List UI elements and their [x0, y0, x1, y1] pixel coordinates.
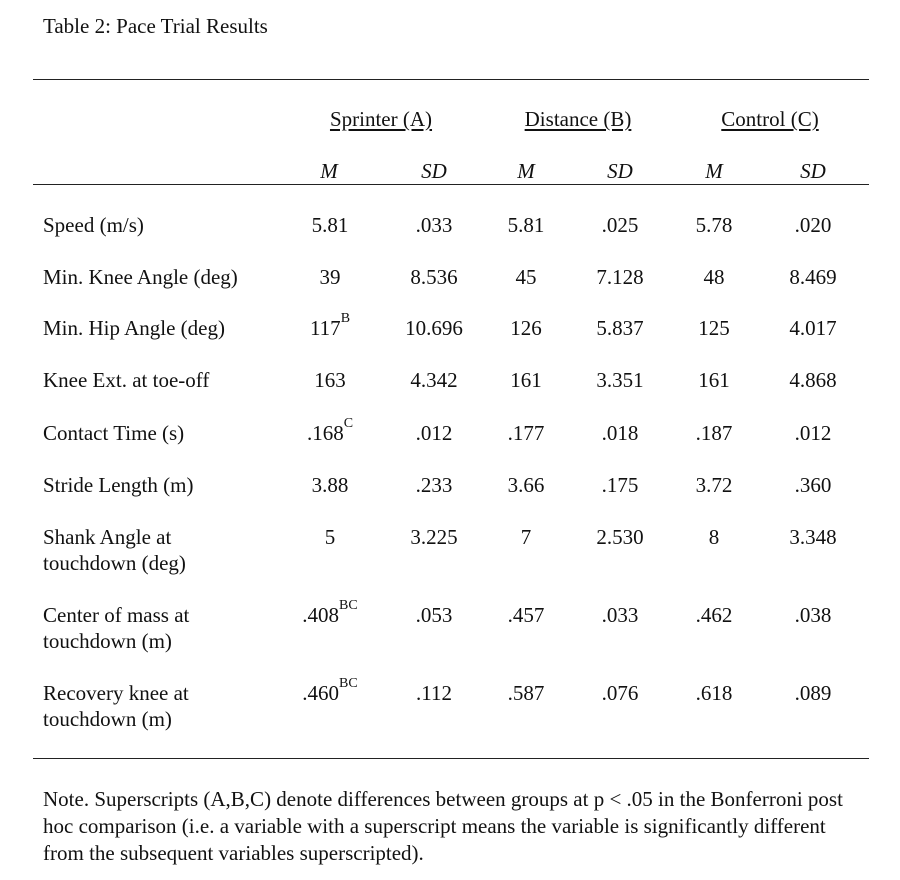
bottom-rule	[33, 758, 869, 759]
cell-value: .457	[507, 603, 545, 627]
cell-value: 161	[698, 368, 730, 392]
cell-value: .033	[601, 603, 639, 627]
cell-value: 3.351	[596, 368, 644, 392]
subheader-control-sd: SD	[800, 159, 826, 183]
cell-value: .053	[415, 603, 453, 627]
cell-superscript: B	[340, 311, 351, 326]
cell-value: 8	[708, 525, 720, 549]
subheader-sprinter-m: M	[320, 159, 338, 183]
row-label: Contact Time (s)	[43, 421, 185, 445]
cell-superscript: C	[343, 416, 354, 431]
cell-value: .460	[302, 681, 340, 705]
table-cell	[275, 472, 385, 498]
cell-value: .408	[302, 603, 340, 627]
cell-value: 163	[314, 368, 346, 392]
cell-value: 48	[703, 265, 725, 289]
table-cell	[758, 602, 868, 628]
table-cell	[659, 212, 769, 238]
cell-value: .025	[601, 213, 639, 237]
table-cell	[275, 416, 385, 446]
subheader-control-m: M	[705, 159, 723, 183]
row-label: Speed (m/s)	[43, 213, 144, 237]
table-cell	[659, 315, 769, 341]
table-cell	[758, 472, 868, 498]
table-cell	[275, 676, 385, 706]
table-cell	[275, 598, 385, 628]
table-cell	[659, 420, 769, 446]
cell-value: .112	[416, 681, 452, 705]
cell-value: 7.128	[596, 265, 644, 289]
subheader-sprinter-sd: SD	[421, 159, 447, 183]
table-cell	[275, 367, 385, 393]
cell-superscript: BC	[339, 598, 358, 613]
cell-value: .038	[794, 603, 832, 627]
cell-value: .012	[794, 421, 832, 445]
cell-value: 3.88	[311, 473, 349, 497]
cell-value: 126	[510, 316, 542, 340]
cell-value: 5	[324, 525, 336, 549]
cell-value: .020	[794, 213, 832, 237]
row-label: Stride Length (m)	[43, 473, 194, 497]
table-cell	[275, 264, 385, 290]
table-cell	[758, 315, 868, 341]
table-note: Note. Superscripts (A,B,C) denote differences between groups at p < .05 in the Bonferroni post hoc comparison (i.e. a variable with a superscript means the variable is significantly different from the subsequent variables superscripted).	[43, 787, 843, 865]
cell-value: 3.72	[695, 473, 733, 497]
table-cell	[659, 472, 769, 498]
subheader-distance-m: M	[517, 159, 535, 183]
cell-value: 39	[319, 265, 341, 289]
table-cell	[275, 524, 385, 550]
cell-value: 8.469	[789, 265, 837, 289]
cell-value: .175	[601, 473, 639, 497]
cell-value: .177	[507, 421, 545, 445]
header-rule	[33, 184, 869, 185]
group-header-sprinter: Sprinter (A)	[329, 107, 433, 131]
subheader-distance-sd: SD	[607, 159, 633, 183]
cell-value: 3.225	[410, 525, 458, 549]
cell-value: .618	[695, 681, 733, 705]
cell-value: 5.81	[311, 213, 349, 237]
cell-value: 3.348	[789, 525, 837, 549]
table-cell	[758, 420, 868, 446]
table-cell	[758, 680, 868, 706]
cell-value: .012	[415, 421, 453, 445]
cell-value: 45	[515, 265, 537, 289]
cell-value: .076	[601, 681, 639, 705]
group-header-distance: Distance (B)	[524, 107, 632, 131]
table-cell	[275, 212, 385, 238]
cell-value: 7	[520, 525, 532, 549]
row-label: Center of mass at touchdown (m)	[43, 603, 190, 653]
row-label: Knee Ext. at toe-off	[43, 368, 210, 392]
cell-value: 5.78	[695, 213, 733, 237]
cell-value: .187	[695, 421, 733, 445]
cell-value: 125	[698, 316, 730, 340]
table-cell	[659, 264, 769, 290]
table-cell	[275, 311, 385, 341]
group-header-control: Control (C)	[721, 107, 819, 131]
table-cell	[659, 680, 769, 706]
cell-value: 117	[309, 316, 341, 340]
cell-value: 8.536	[410, 265, 458, 289]
top-rule	[33, 79, 869, 80]
table-cell	[758, 264, 868, 290]
cell-value: 4.342	[410, 368, 458, 392]
cell-value: .233	[415, 473, 453, 497]
cell-value: .587	[507, 681, 545, 705]
row-label: Min. Knee Angle (deg)	[43, 265, 238, 289]
cell-value: .462	[695, 603, 733, 627]
table-cell	[758, 367, 868, 393]
cell-value: 4.868	[789, 368, 837, 392]
table-cell	[659, 367, 769, 393]
table-cell	[758, 212, 868, 238]
cell-value: 2.530	[596, 525, 644, 549]
table-cell	[758, 524, 868, 550]
cell-value: 4.017	[789, 316, 837, 340]
cell-value: 10.696	[405, 316, 463, 340]
table-cell	[659, 524, 769, 550]
row-label: Recovery knee at touchdown (m)	[43, 681, 189, 731]
row-label: Min. Hip Angle (deg)	[43, 316, 225, 340]
cell-value: 161	[510, 368, 542, 392]
cell-value: 5.837	[596, 316, 644, 340]
cell-value: .089	[794, 681, 832, 705]
table-caption: Table 2: Pace Trial Results	[43, 14, 268, 38]
table-cell	[659, 602, 769, 628]
cell-value: .018	[601, 421, 639, 445]
cell-superscript: BC	[339, 676, 358, 691]
cell-value: .168	[306, 421, 344, 445]
cell-value: 3.66	[507, 473, 545, 497]
cell-value: 5.81	[507, 213, 545, 237]
cell-value: .360	[794, 473, 832, 497]
row-label: Shank Angle at touchdown (deg)	[43, 525, 186, 575]
cell-value: .033	[415, 213, 453, 237]
